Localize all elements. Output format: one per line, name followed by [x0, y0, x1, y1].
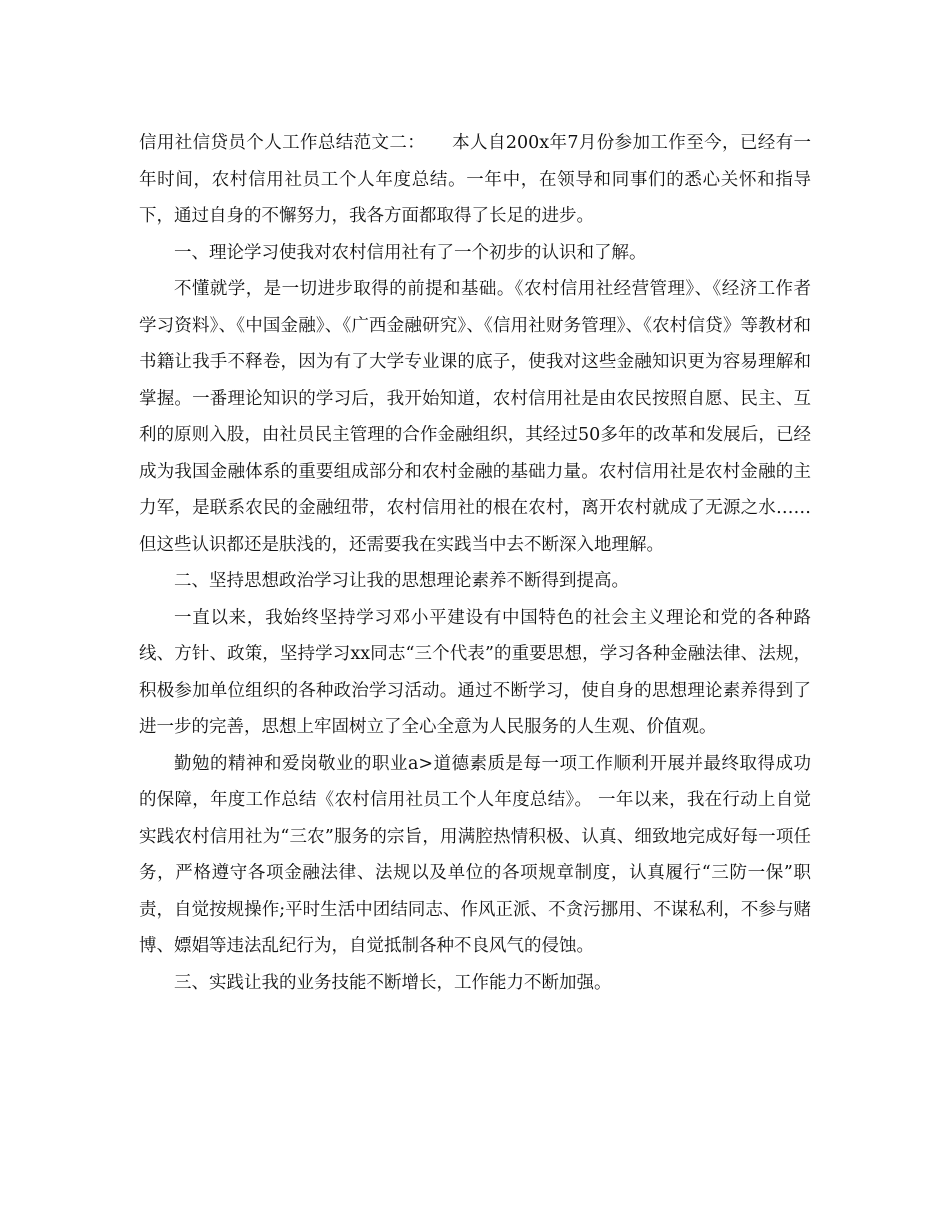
intro-paragraph: 信用社信贷员个人工作总结范文二： 本人自200x年7月份参加工作至今，已经有一年时间，农村信用社员工个人年度总结。一年中，在领导和同事们的悉心关怀和指导下，通过自身的不懈努力，我各方面都取得了长足的进步。	[139, 133, 811, 226]
diligence-paragraph: 勤勉的精神和爱岗敬业的职业a>道德素质是每一项工作顺利开展并最终取得成功的保障，年度工作总结《农村信用社员工个人年度总结》。 一年以来，我在行动上自觉实践农村信用社为“三农”服务的宗旨，用满腔热情积极、认真、细致地完成好每一项任务，严格遵守各项金融法律、法规以及单位的各项规章制度，认真履行“三防一保”职责，自觉按规操作;平时生活中团结同志、作风正派、不贪污挪用、不谋私利，不参与赌博、嫖娼等违法乱纪行为，自觉抵制各种不良风气的侵蚀。	[139, 753, 811, 956]
section-heading-politics: 二、坚持思想政治学习让我的思想理论素养不断得到提高。	[174, 571, 629, 591]
section-heading-practice: 三、实践让我的业务技能不断增长，工作能力不断加强。	[174, 972, 612, 993]
theory-paragraph: 不懂就学，是一切进步取得的前提和基础。《农村信用社经营管理》、《经济工作者学习资料》、《中国金融》、《广西金融研究》、《信用社财务管理》、《农村信贷》等教材和书籍让我手不释卷，因为有了大学专业课的底子，使我对这些金融知识更为容易理解和掌握。一番理论知识的学习后，我开始知道，农村信用社是由农民按照自愿、民主、互利的原则入股，由社员民主管理的合作金融组织，其经过50多年的改革和发展后，已经成为我国金融体系的重要组成部分和农村金融的基础力量。农村信用社是农村金融的主力军，是联系农民的金融纽带，农村信用社的根在农村，离开农村就成了无源之水……但这些认识都还是肤浅的，还需要我在实践当中去不断深入地理解。	[139, 279, 811, 555]
section-heading-theory: 一、理论学习使我对农村信用社有了一个初步的认识和了解。	[174, 242, 647, 263]
politics-paragraph: 一直以来，我始终坚持学习邓小平建设有中国特色的社会主义理论和党的各种路线、方针、政策，坚持学习xx同志“三个代表”的重要思想，学习各种金融法律、法规，积极参加单位组织的各种政治学习活动。通过不断学习，使自身的思想理论素养得到了进一步的完善，思想上牢固树立了全心全意为人民服务的人生观、价值观。	[139, 607, 811, 737]
document-body	[139, 125, 811, 1001]
